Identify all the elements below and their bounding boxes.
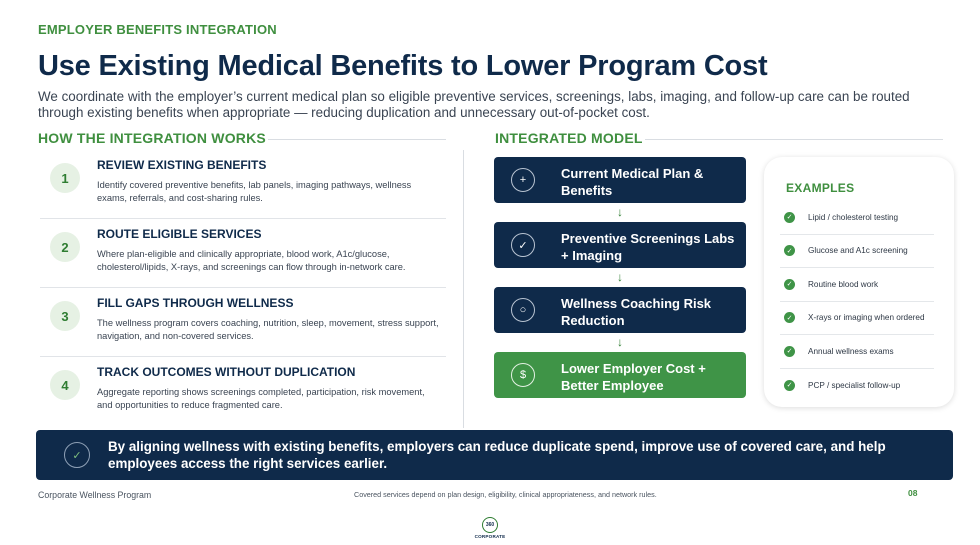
model-box-label: Lower Employer Cost + Better Employee <box>561 361 706 393</box>
model-heading-rule <box>645 139 943 140</box>
logo-text: CORPORATE <box>474 534 506 539</box>
list-item <box>780 335 934 369</box>
integration-heading: HOW THE INTEGRATION WORKS <box>38 130 266 146</box>
model-box-current-plan <box>494 157 746 203</box>
arrow-down-icon: ↓ <box>617 270 623 284</box>
list-item <box>780 235 934 269</box>
example-text: PCP / specialist follow-up <box>808 380 901 390</box>
footer-disclaimer: Covered services depend on plan design, eligibility, clinical appropriateness, and network rules. <box>354 490 657 499</box>
check-icon: ✓ <box>64 442 90 468</box>
step-number-badge: 1 <box>50 163 80 193</box>
list-item <box>780 201 934 235</box>
model-box-label: Preventive Screenings Labs + Imaging <box>561 231 735 263</box>
page-title: Use Existing Medical Benefits to Lower Program Cost <box>38 50 768 82</box>
circle-icon: ○ <box>511 298 535 322</box>
check-icon: ✓ <box>784 212 795 223</box>
step-item <box>40 150 446 219</box>
footer-program-name: Corporate Wellness Program <box>38 490 152 500</box>
check-icon: ✓ <box>784 380 795 391</box>
list-item <box>780 268 934 302</box>
company-logo <box>472 517 508 543</box>
step-description: The wellness program covers coaching, nutrition, sleep, movement, stress support, navigation, and non-covered services. <box>97 318 439 341</box>
step-item <box>40 357 446 426</box>
step-title: REVIEW EXISTING BENEFITS <box>97 158 267 172</box>
example-text: Lipid / cholesterol testing <box>808 212 899 222</box>
step-number-badge: 3 <box>50 301 80 331</box>
step-description: Aggregate reporting shows screenings completed, participation, risk movement, and opportunities to reduce fragmented care. <box>97 387 425 410</box>
section-kicker: EMPLOYER BENEFITS INTEGRATION <box>38 22 277 37</box>
example-text: Annual wellness exams <box>808 346 894 356</box>
integration-heading-rule <box>268 139 446 140</box>
model-box-preventive <box>494 222 746 268</box>
arrow-down-icon: ↓ <box>617 205 623 219</box>
dollar-icon: $ <box>511 363 535 387</box>
example-text: X-rays or imaging when ordered <box>808 313 925 323</box>
step-description: Where plan-eligible and clinically appropriate, blood work, A1c/glucose, cholesterol/lipids, X-rays, and screenings can flow through in-network care. <box>97 249 406 272</box>
example-text: Glucose and A1c screening <box>808 246 908 256</box>
list-item <box>780 302 934 336</box>
integration-steps <box>40 150 446 426</box>
check-icon: ✓ <box>784 346 795 357</box>
step-title: TRACK OUTCOMES WITHOUT DUPLICATION <box>97 365 356 379</box>
step-title: ROUTE ELIGIBLE SERVICES <box>97 227 262 241</box>
model-box-outcome <box>494 352 746 398</box>
summary-banner-text: By aligning wellness with existing benefits, employers can reduce duplicate spend, improve use of covered care, and help employees access the right services earlier. <box>108 439 886 471</box>
summary-banner <box>36 430 953 480</box>
check-icon: ✓ <box>784 245 795 256</box>
plus-icon: + <box>511 168 535 192</box>
integrated-model-flow <box>494 157 746 398</box>
check-icon: ✓ <box>511 233 535 257</box>
example-text: Routine blood work <box>808 279 879 289</box>
column-divider <box>463 150 464 428</box>
step-description: Identify covered preventive benefits, lab panels, imaging pathways, wellness exams, referrals, and cost-sharing rules. <box>97 180 412 203</box>
model-box-label: Wellness Coaching Risk Reduction <box>561 296 712 328</box>
model-box-wellness <box>494 287 746 333</box>
examples-heading: EXAMPLES <box>786 181 855 195</box>
examples-list <box>780 201 934 402</box>
step-number-badge: 4 <box>50 370 80 400</box>
step-item <box>40 288 446 357</box>
list-item <box>780 369 934 403</box>
arrow-down-icon: ↓ <box>617 335 623 349</box>
step-item <box>40 219 446 288</box>
model-heading: INTEGRATED MODEL <box>495 130 643 146</box>
check-icon: ✓ <box>784 312 795 323</box>
intro-paragraph: We coordinate with the employer’s current medical plan so eligible preventive services, screenings, labs, imaging, and follow-up care can be routed through existing benefits when appropriate — reducing duplication and unnecessary out-of-pocket cost. <box>38 89 910 120</box>
logo-mark: 360 <box>482 517 498 533</box>
step-number-badge: 2 <box>50 232 80 262</box>
step-title: FILL GAPS THROUGH WELLNESS <box>97 296 294 310</box>
model-box-label: Current Medical Plan & Benefits <box>561 166 704 198</box>
page-number: 08 <box>908 488 918 498</box>
examples-card <box>764 157 954 407</box>
check-icon: ✓ <box>784 279 795 290</box>
